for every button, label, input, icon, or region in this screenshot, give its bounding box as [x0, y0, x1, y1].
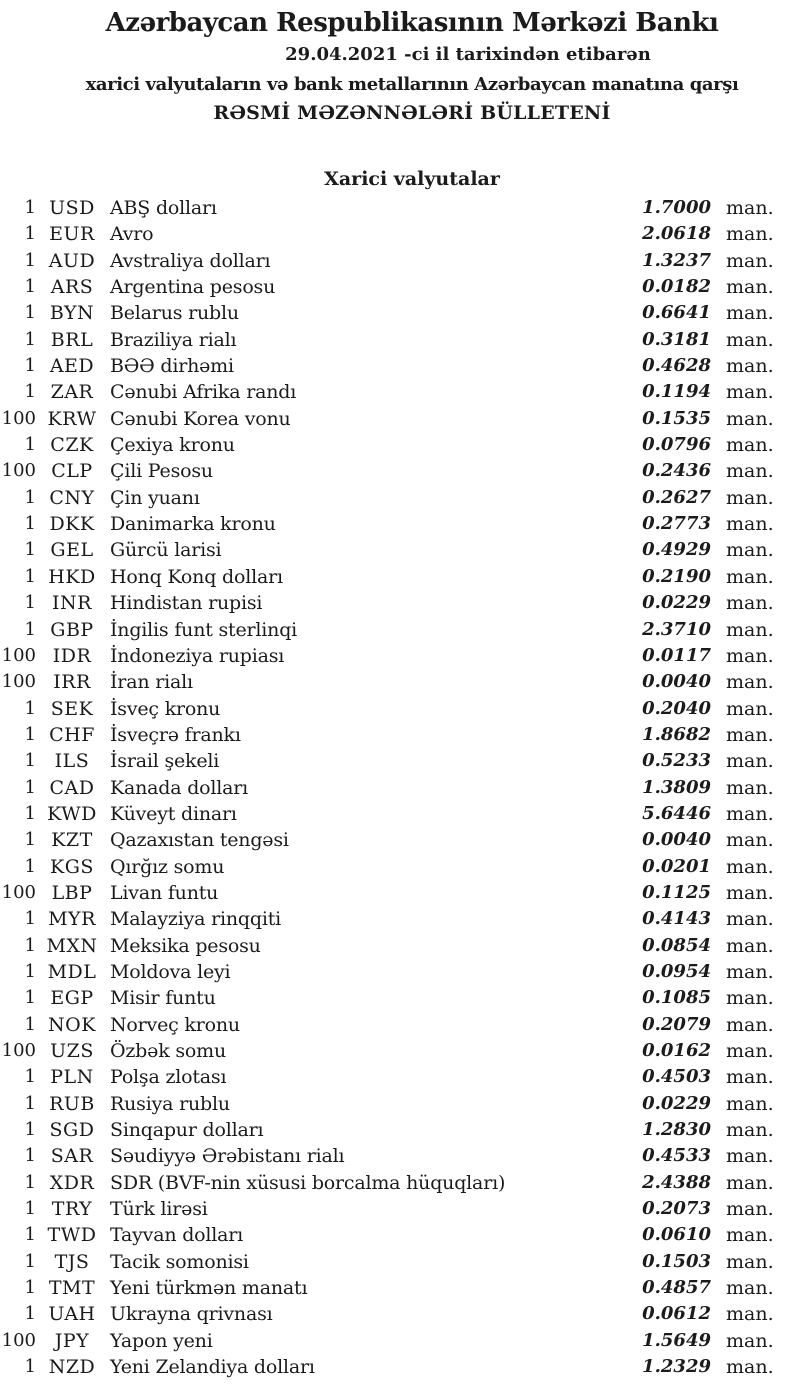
unit-label-cell: man.: [726, 249, 774, 272]
currency-code-cell: INR: [52, 592, 92, 615]
currency-code-cell: GEL: [50, 539, 94, 562]
rate-row: [0, 669, 774, 695]
quantity-cell: 1: [24, 302, 36, 324]
rate-value-cell: 0.4929: [642, 539, 711, 561]
rate-row: [0, 590, 774, 616]
rate-row: [0, 221, 774, 247]
quantity-cell: 1: [24, 776, 36, 798]
quantity-cell: 100: [1, 1040, 36, 1061]
quantity-cell: 1: [24, 1145, 36, 1167]
currency-code-cell: MYR: [48, 908, 96, 931]
quantity-cell: 100: [1, 644, 36, 666]
bulletin-page: [0, 6, 800, 1390]
unit-label-cell: man.: [726, 434, 774, 457]
rate-value-cell: 0.4533: [642, 1145, 711, 1167]
unit-label-cell: man.: [726, 355, 774, 378]
currency-code-cell: EGP: [50, 987, 94, 1010]
unit-label-cell: man.: [726, 1303, 774, 1326]
currency-code-cell: KRW: [47, 407, 97, 430]
currency-name-cell: İndoneziya rupiası: [110, 644, 285, 667]
currency-code-cell: UAH: [48, 1303, 96, 1326]
rate-row: [0, 1196, 774, 1222]
rate-value-cell: 5.6446: [642, 802, 711, 824]
currency-code-cell: DKK: [49, 513, 95, 536]
quantity-cell: 1: [24, 513, 36, 535]
currency-name-cell: Türk lirəsi: [110, 1198, 208, 1221]
quantity-cell: 1: [24, 434, 36, 456]
currency-name-cell: Sinqapur dolları: [110, 1119, 264, 1142]
currency-code-cell: MXN: [46, 934, 98, 957]
rate-row: [0, 1170, 774, 1196]
currency-code-cell: CHF: [49, 723, 95, 746]
currency-name-cell: İran rialı: [110, 671, 193, 694]
rate-row: [0, 300, 774, 326]
rate-value-cell: 2.3710: [642, 618, 711, 640]
rate-value-cell: 0.1125: [642, 881, 711, 903]
rate-row: [0, 1064, 774, 1090]
unit-label-cell: man.: [726, 1329, 774, 1352]
rate-row: [0, 1222, 774, 1248]
unit-label-cell: man.: [726, 328, 774, 351]
rate-value-cell: 0.0201: [642, 855, 711, 877]
effective-date-line: 29.04.2021 -ci il tarixindən etibarən: [285, 44, 651, 65]
rate-row: [0, 248, 774, 274]
currency-name-cell: Çexiya kronu: [110, 434, 235, 457]
currency-name-cell: Cənubi Afrika randı: [110, 381, 297, 404]
unit-label-cell: man.: [726, 776, 774, 799]
unit-label-cell: man.: [726, 1250, 774, 1273]
currency-code-cell: CLP: [51, 460, 93, 483]
rate-value-cell: 0.2773: [642, 513, 711, 535]
bulletin-header: [0, 6, 800, 128]
rate-value-cell: 1.2830: [642, 1119, 711, 1141]
rate-row: [0, 643, 774, 669]
currency-name-cell: İsveç kronu: [110, 697, 221, 720]
currency-name-cell: Rusiya rublu: [110, 1092, 230, 1115]
currency-name-cell: BƏƏ dirhəmi: [110, 355, 234, 378]
quantity-cell: 1: [24, 328, 36, 350]
rate-value-cell: 0.5233: [642, 750, 711, 772]
currency-code-cell: NOK: [48, 1013, 96, 1036]
currency-code-cell: ZAR: [50, 381, 94, 404]
quantity-cell: 1: [24, 1303, 36, 1325]
unit-label-cell: man.: [726, 855, 774, 878]
unit-label-cell: man.: [726, 1171, 774, 1194]
unit-label-cell: man.: [726, 987, 774, 1010]
currency-name-cell: Yeni Zelandiya dolları: [110, 1356, 315, 1379]
quantity-cell: 100: [1, 1329, 36, 1351]
currency-code-cell: CAD: [49, 776, 95, 799]
unit-label-cell: man.: [726, 960, 774, 983]
rate-value-cell: 0.1194: [642, 381, 711, 403]
rate-row: [0, 485, 774, 511]
unit-label-cell: man.: [726, 1198, 774, 1221]
currency-name-cell: Avro: [110, 223, 154, 246]
rate-value-cell: 0.1503: [642, 1250, 711, 1272]
rate-value-cell: 1.8682: [642, 723, 711, 745]
quantity-cell: 1: [24, 1119, 36, 1141]
currency-code-cell: JPY: [54, 1329, 90, 1352]
quantity-cell: 1: [24, 1171, 36, 1193]
currency-name-cell: Özbək somu: [110, 1040, 226, 1062]
section-title-foreign-currencies: Xarici valyutalar: [324, 168, 500, 190]
quantity-cell: 1: [24, 1066, 36, 1088]
rate-row: [0, 985, 774, 1011]
rate-row: [0, 1275, 774, 1301]
currency-code-cell: TMT: [48, 1277, 96, 1300]
rate-value-cell: 1.3809: [642, 776, 711, 798]
currency-code-cell: NZD: [48, 1356, 96, 1379]
currency-name-cell: Küveyt dinarı: [110, 802, 237, 825]
rate-row: [0, 696, 774, 722]
rate-value-cell: 0.1085: [642, 987, 711, 1009]
rate-row: [0, 1038, 774, 1064]
subject-line: xarici valyutaların və bank metallarının Azərbaycan manatına qarşı: [85, 74, 739, 95]
rate-row: [0, 880, 774, 906]
rate-value-cell: 0.6641: [642, 302, 711, 324]
currency-name-cell: Yapon yeni: [110, 1329, 213, 1352]
bulletin-title: RƏSMİ MƏZƏNNƏLƏRİ BÜLLETENİ: [213, 102, 611, 124]
currency-name-cell: İsveçrə frankı: [110, 723, 241, 746]
currency-name-cell: Qırğız somu: [110, 855, 225, 878]
unit-label-cell: man.: [726, 1013, 774, 1036]
rate-value-cell: 0.2190: [642, 565, 711, 587]
quantity-cell: 1: [24, 276, 36, 298]
currency-name-cell: Meksika pesosu: [110, 934, 261, 957]
quantity-cell: 1: [24, 987, 36, 1009]
currency-name-cell: Çili Pesosu: [110, 460, 213, 483]
rate-row: [0, 1249, 774, 1275]
currency-name-cell: Livan funtu: [110, 881, 219, 904]
currency-name-cell: Avstraliya dolları: [110, 249, 271, 272]
currency-name-cell: Argentina pesosu: [110, 276, 276, 299]
currency-name-cell: SDR (BVF-nin xüsusi borcalma hüquqları): [110, 1171, 506, 1194]
currency-code-cell: SGD: [49, 1119, 95, 1142]
currency-code-cell: TRY: [51, 1198, 93, 1221]
rate-value-cell: 0.2079: [642, 1013, 711, 1035]
rate-value-cell: 1.7000: [642, 197, 711, 218]
rate-row: [0, 748, 774, 774]
currency-name-cell: Malayziya rinqqiti: [110, 908, 282, 931]
currency-name-cell: Moldova leyi: [110, 960, 231, 983]
rate-value-cell: 0.0117: [642, 644, 711, 666]
rate-value-cell: 0.0229: [642, 592, 711, 614]
unit-label-cell: man.: [726, 1040, 774, 1062]
rate-value-cell: 0.2073: [642, 1198, 711, 1220]
currency-name-cell: Səudiyyə Ərəbistanı rialı: [110, 1145, 345, 1168]
rate-row: [0, 1301, 774, 1327]
rate-value-cell: 0.4628: [642, 355, 711, 377]
currency-code-cell: HKD: [48, 565, 96, 588]
rate-value-cell: 0.3181: [642, 328, 711, 350]
rate-row: [0, 379, 774, 405]
unit-label-cell: man.: [726, 197, 774, 219]
rate-value-cell: 0.0854: [642, 934, 711, 956]
unit-label-cell: man.: [726, 276, 774, 299]
rate-value-cell: 1.5649: [642, 1329, 711, 1351]
unit-label-cell: man.: [726, 802, 774, 825]
currency-code-cell: CZK: [50, 434, 94, 457]
unit-label-cell: man.: [726, 223, 774, 246]
currency-code-cell: ILS: [54, 750, 90, 773]
currency-name-cell: İsrail şekeli: [110, 750, 220, 773]
bank-name-title: Azərbaycan Respublikasının Mərkəzi Bankı: [105, 8, 719, 38]
rate-value-cell: 0.0796: [642, 434, 711, 456]
rate-row: [0, 1328, 774, 1354]
rate-row: [0, 1117, 774, 1143]
currency-code-cell: KZT: [51, 829, 93, 852]
rate-value-cell: 0.0162: [642, 1040, 711, 1061]
quantity-cell: 1: [24, 1092, 36, 1114]
currency-code-cell: IRR: [53, 671, 91, 694]
currency-code-cell: RUB: [49, 1092, 95, 1115]
quantity-cell: 1: [24, 908, 36, 930]
unit-label-cell: man.: [726, 1356, 774, 1379]
unit-label-cell: man.: [726, 750, 774, 773]
unit-label-cell: man.: [726, 302, 774, 325]
unit-label-cell: man.: [726, 829, 774, 852]
quantity-cell: 1: [24, 723, 36, 745]
currency-name-cell: Danimarka kronu: [110, 513, 276, 536]
unit-label-cell: man.: [726, 908, 774, 931]
rate-value-cell: 0.0612: [642, 1303, 711, 1325]
rate-row: [0, 722, 774, 748]
unit-label-cell: man.: [726, 460, 774, 483]
unit-label-cell: man.: [726, 881, 774, 904]
currency-code-cell: MDL: [47, 960, 97, 983]
currency-code-cell: SEK: [50, 697, 94, 720]
quantity-cell: 1: [24, 355, 36, 377]
rate-row: [0, 617, 774, 643]
quantity-cell: 1: [24, 381, 36, 403]
currency-name-cell: Tacik somonisi: [110, 1250, 249, 1273]
currency-code-cell: CNY: [49, 486, 95, 509]
rate-row: [0, 327, 774, 353]
rate-value-cell: 2.0618: [642, 223, 711, 245]
rate-row: [0, 537, 774, 563]
rate-value-cell: 1.3237: [642, 249, 711, 271]
unit-label-cell: man.: [726, 407, 774, 430]
quantity-cell: 1: [24, 249, 36, 271]
currency-name-cell: Hindistan rupisi: [110, 592, 263, 615]
currency-name-cell: Misir funtu: [110, 987, 216, 1010]
currency-code-cell: TWD: [47, 1224, 97, 1247]
quantity-cell: 1: [24, 802, 36, 824]
currency-code-cell: IDR: [52, 644, 92, 667]
unit-label-cell: man.: [726, 671, 774, 694]
unit-label-cell: man.: [726, 1119, 774, 1142]
quantity-cell: 1: [24, 934, 36, 956]
quantity-cell: 1: [24, 855, 36, 877]
rate-row: [0, 1354, 774, 1380]
currency-code-cell: AED: [49, 355, 95, 378]
quantity-cell: 1: [24, 829, 36, 851]
quantity-cell: 1: [24, 197, 36, 218]
unit-label-cell: man.: [726, 697, 774, 720]
unit-label-cell: man.: [726, 934, 774, 957]
currency-name-cell: Tayvan dolları: [110, 1224, 244, 1247]
quantity-cell: 1: [24, 1198, 36, 1220]
currency-name-cell: ABŞ dolları: [110, 197, 217, 219]
rate-row: [0, 1143, 774, 1169]
currency-code-cell: KWD: [47, 802, 97, 825]
quantity-cell: 1: [24, 618, 36, 640]
currency-code-cell: PLN: [50, 1066, 94, 1089]
rate-row: [0, 564, 774, 590]
currency-name-cell: Yeni türkmən manatı: [110, 1277, 308, 1300]
quantity-cell: 100: [1, 460, 36, 482]
currency-name-cell: Polşa zlotası: [110, 1066, 227, 1089]
quantity-cell: 1: [24, 750, 36, 772]
currency-name-cell: Kanada dolları: [110, 776, 249, 799]
currency-name-cell: Cənubi Korea vonu: [110, 407, 291, 430]
rate-row: [0, 854, 774, 880]
rate-value-cell: 2.4388: [642, 1171, 711, 1193]
currency-code-cell: BRL: [50, 328, 94, 351]
unit-label-cell: man.: [726, 618, 774, 641]
rate-row: [0, 274, 774, 300]
currency-code-cell: GBP: [50, 618, 94, 641]
unit-label-cell: man.: [726, 1145, 774, 1168]
quantity-cell: 100: [1, 881, 36, 903]
exchange-rates-table: [0, 195, 800, 1380]
unit-label-cell: man.: [726, 723, 774, 746]
currency-name-cell: Honq Konq dolları: [110, 565, 283, 588]
currency-code-cell: EUR: [49, 223, 95, 246]
quantity-cell: 100: [1, 671, 36, 693]
currency-name-cell: Çin yuanı: [110, 486, 200, 509]
rate-value-cell: 0.0954: [642, 960, 711, 982]
rate-value-cell: 0.2436: [642, 460, 711, 482]
quantity-cell: 1: [24, 565, 36, 587]
rate-value-cell: 0.4143: [642, 908, 711, 930]
rate-row: [0, 933, 774, 959]
currency-name-cell: Belarus rublu: [110, 302, 239, 325]
quantity-cell: 1: [24, 1224, 36, 1246]
rate-row: [0, 353, 774, 379]
quantity-cell: 1: [24, 223, 36, 245]
unit-label-cell: man.: [726, 1092, 774, 1115]
currency-code-cell: LBP: [51, 881, 93, 904]
unit-label-cell: man.: [726, 513, 774, 536]
rate-row: [0, 406, 774, 432]
currency-name-cell: Norveç kronu: [110, 1013, 240, 1036]
rate-row: [0, 511, 774, 537]
currency-code-cell: BYN: [49, 302, 95, 325]
quantity-cell: 1: [24, 592, 36, 614]
currency-code-cell: UZS: [50, 1040, 94, 1062]
quantity-cell: 1: [24, 1277, 36, 1299]
quantity-cell: 1: [24, 539, 36, 561]
quantity-cell: 1: [24, 697, 36, 719]
unit-label-cell: man.: [726, 486, 774, 509]
currency-name-cell: Braziliya rialı: [110, 328, 237, 351]
quantity-cell: 1: [24, 1356, 36, 1378]
currency-code-cell: KGS: [50, 855, 94, 878]
rate-row: [0, 458, 774, 484]
unit-label-cell: man.: [726, 592, 774, 615]
unit-label-cell: man.: [726, 644, 774, 667]
rate-value-cell: 0.0610: [642, 1224, 711, 1246]
rate-row: [0, 1091, 774, 1117]
currency-code-cell: USD: [49, 197, 95, 219]
rate-row: [0, 1012, 774, 1038]
currency-name-cell: Ukrayna qrivnası: [110, 1303, 273, 1326]
currency-code-cell: AUD: [48, 249, 96, 272]
rate-value-cell: 0.4503: [642, 1066, 711, 1088]
rate-value-cell: 0.0182: [642, 276, 711, 298]
rate-row: [0, 432, 774, 458]
rate-value-cell: 0.0040: [642, 671, 711, 693]
rate-row: [0, 959, 774, 985]
unit-label-cell: man.: [726, 565, 774, 588]
quantity-cell: 1: [24, 1013, 36, 1035]
currency-code-cell: XDR: [49, 1171, 95, 1194]
rate-row: [0, 827, 774, 853]
quantity-cell: 1: [24, 1250, 36, 1272]
rate-row: [0, 906, 774, 932]
unit-label-cell: man.: [726, 1066, 774, 1089]
currency-code-cell: TJS: [54, 1250, 90, 1273]
currency-code-cell: ARS: [50, 276, 94, 299]
quantity-cell: 1: [24, 960, 36, 982]
rate-value-cell: 1.2329: [642, 1356, 711, 1378]
currency-name-cell: Qazaxıstan tengəsi: [110, 829, 289, 852]
currency-name-cell: Gürcü larisi: [110, 539, 222, 562]
unit-label-cell: man.: [726, 539, 774, 562]
rate-value-cell: 0.1535: [642, 407, 711, 429]
unit-label-cell: man.: [726, 1224, 774, 1247]
rate-row: [0, 801, 774, 827]
currency-code-cell: SAR: [50, 1145, 94, 1168]
rate-value-cell: 0.2040: [642, 697, 711, 719]
rate-value-cell: 0.2627: [642, 486, 711, 508]
rate-value-cell: 0.0040: [642, 829, 711, 851]
currency-name-cell: İngilis funt sterlinqi: [110, 618, 298, 641]
unit-label-cell: man.: [726, 1277, 774, 1300]
rate-row: [0, 775, 774, 801]
unit-label-cell: man.: [726, 381, 774, 404]
rate-value-cell: 0.4857: [642, 1277, 711, 1299]
quantity-cell: 100: [1, 407, 36, 429]
quantity-cell: 1: [24, 486, 36, 508]
rate-row: [0, 195, 774, 221]
rate-value-cell: 0.0229: [642, 1092, 711, 1114]
